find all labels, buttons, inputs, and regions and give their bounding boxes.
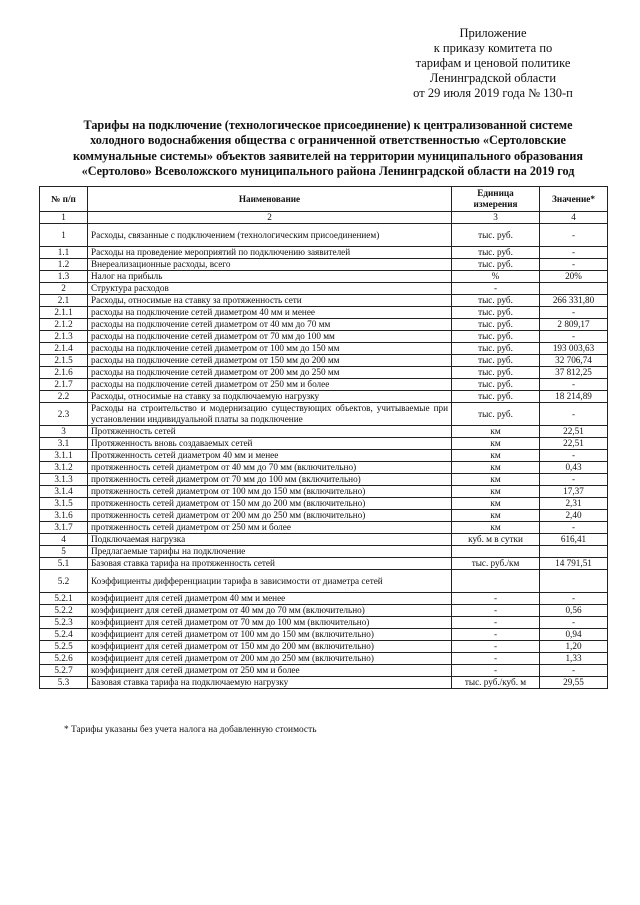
row-value: - xyxy=(540,450,608,462)
row-number: 1 xyxy=(40,224,88,247)
appendix-line: Приложение xyxy=(459,26,527,40)
row-value: - xyxy=(540,247,608,259)
tariff-table xyxy=(39,186,608,689)
row-unit: км xyxy=(452,450,540,462)
row-number: 2.1.7 xyxy=(40,379,88,391)
row-name: расходы на подключение сетей диаметром от 70 мм до 100 мм xyxy=(88,331,452,343)
title-line: коммунальные системы» объектов заявителей на территории муниципального образования xyxy=(72,148,584,163)
row-number: 5.2.6 xyxy=(40,653,88,665)
row-unit: тыс. руб./км xyxy=(452,558,540,570)
row-name: расходы на подключение сетей диаметром от 200 мм до 250 мм xyxy=(88,367,452,379)
row-name: Расходы, относимые на ставку за протяженность сети xyxy=(88,295,452,307)
row-name: Предлагаемые тарифы на подключение xyxy=(88,546,452,558)
row-value: - xyxy=(540,665,608,677)
row-number: 5.2.4 xyxy=(40,629,88,641)
table-row xyxy=(40,593,608,605)
row-value xyxy=(540,570,608,593)
row-value: 2,31 xyxy=(540,498,608,510)
row-name: Подключаемая нагрузка xyxy=(88,534,452,546)
table-row xyxy=(40,343,608,355)
row-number: 3.1.1 xyxy=(40,450,88,462)
row-name: коэффициент для сетей диаметром 40 мм и менее xyxy=(88,593,452,605)
row-name: Протяженность сетей диаметром 40 мм и менее xyxy=(88,450,452,462)
row-unit xyxy=(452,546,540,558)
row-name: Расходы на проведение мероприятий по подключению заявителей xyxy=(88,247,452,259)
row-name: коэффициент для сетей диаметром от 40 мм до 70 мм (включительно) xyxy=(88,605,452,617)
row-unit: - xyxy=(452,283,540,295)
table-row xyxy=(40,224,608,247)
row-unit: тыс. руб./куб. м xyxy=(452,677,540,689)
appendix-line: от 29 июля 2019 года № 130-п xyxy=(413,86,573,100)
table-row xyxy=(40,283,608,295)
header-num: № п/п xyxy=(40,187,88,212)
table-row xyxy=(40,605,608,617)
table-row xyxy=(40,641,608,653)
row-value: 22,51 xyxy=(540,438,608,450)
row-unit: км xyxy=(452,498,540,510)
row-name: Расходы на строительство и модернизацию существующих объектов, учитываемые при установлении индивидуальной платы за подключение xyxy=(88,403,452,426)
row-number: 1.1 xyxy=(40,247,88,259)
row-name: Структура расходов xyxy=(88,283,452,295)
row-unit: км xyxy=(452,426,540,438)
row-unit: тыс. руб. xyxy=(452,391,540,403)
row-name: коэффициент для сетей диаметром от 250 мм и более xyxy=(88,665,452,677)
row-number: 5.3 xyxy=(40,677,88,689)
row-unit: км xyxy=(452,462,540,474)
document-title xyxy=(50,118,606,180)
table-row xyxy=(40,510,608,522)
row-value: - xyxy=(540,307,608,319)
table-row xyxy=(40,617,608,629)
row-value xyxy=(540,546,608,558)
row-number: 2.1.4 xyxy=(40,343,88,355)
row-value: - xyxy=(540,593,608,605)
row-unit: - xyxy=(452,605,540,617)
table-row xyxy=(40,653,608,665)
row-number: 2.1.2 xyxy=(40,319,88,331)
row-unit: - xyxy=(452,617,540,629)
row-number: 2.1 xyxy=(40,295,88,307)
row-unit: - xyxy=(452,629,540,641)
table-row xyxy=(40,426,608,438)
row-value: 14 791,51 xyxy=(540,558,608,570)
row-name: Расходы, относимые на ставку за подключаемую нагрузку xyxy=(88,391,452,403)
row-number: 5.1 xyxy=(40,558,88,570)
row-name: протяженность сетей диаметром от 150 мм до 200 мм (включительно) xyxy=(88,498,452,510)
row-number: 3.1.5 xyxy=(40,498,88,510)
column-number-row xyxy=(40,212,608,224)
row-value: - xyxy=(540,522,608,534)
row-unit: - xyxy=(452,641,540,653)
row-number: 2.1.3 xyxy=(40,331,88,343)
row-number: 1.3 xyxy=(40,271,88,283)
row-value: - xyxy=(540,617,608,629)
column-number: 1 xyxy=(40,212,88,224)
row-value: 29,55 xyxy=(540,677,608,689)
row-value: 266 331,80 xyxy=(540,295,608,307)
row-name: протяженность сетей диаметром от 70 мм до 100 мм (включительно) xyxy=(88,474,452,486)
row-number: 3.1.4 xyxy=(40,486,88,498)
row-unit: км xyxy=(452,438,540,450)
row-name: коэффициент для сетей диаметром от 150 мм до 200 мм (включительно) xyxy=(88,641,452,653)
table-row xyxy=(40,522,608,534)
column-number: 3 xyxy=(452,212,540,224)
row-unit: тыс. руб. xyxy=(452,403,540,426)
title-line: Тарифы на подключение (технологическое присоединение) к централизованной системе xyxy=(83,118,573,132)
row-number: 3.1.6 xyxy=(40,510,88,522)
row-unit: тыс. руб. xyxy=(452,343,540,355)
table-row xyxy=(40,486,608,498)
row-unit: тыс. руб. xyxy=(452,367,540,379)
row-name: расходы на подключение сетей диаметром от 150 мм до 200 мм xyxy=(88,355,452,367)
row-number: 5.2.3 xyxy=(40,617,88,629)
table-row xyxy=(40,379,608,391)
row-value: - xyxy=(540,259,608,271)
row-value: - xyxy=(540,403,608,426)
row-unit: тыс. руб. xyxy=(452,319,540,331)
row-number: 2.1.1 xyxy=(40,307,88,319)
row-value: 2 809,17 xyxy=(540,319,608,331)
row-unit: тыс. руб. xyxy=(452,259,540,271)
row-number: 2.1.5 xyxy=(40,355,88,367)
row-number: 2.2 xyxy=(40,391,88,403)
header-name: Наименование xyxy=(88,187,452,212)
row-name: Протяженность сетей xyxy=(88,426,452,438)
row-number: 4 xyxy=(40,534,88,546)
table-row xyxy=(40,295,608,307)
column-number: 4 xyxy=(540,212,608,224)
row-unit: - xyxy=(452,653,540,665)
row-number: 3.1.2 xyxy=(40,462,88,474)
row-number: 5.2.1 xyxy=(40,593,88,605)
row-unit: км xyxy=(452,510,540,522)
row-unit: тыс. руб. xyxy=(452,247,540,259)
row-value: 32 706,74 xyxy=(540,355,608,367)
row-unit: тыс. руб. xyxy=(452,355,540,367)
table-row xyxy=(40,391,608,403)
row-value: 0,43 xyxy=(540,462,608,474)
row-name: Коэффициенты дифференциации тарифа в зависимости от диаметра сетей xyxy=(88,570,452,593)
row-unit: км xyxy=(452,486,540,498)
table-row xyxy=(40,498,608,510)
row-value: 2,40 xyxy=(540,510,608,522)
row-unit: тыс. руб. xyxy=(452,307,540,319)
row-name: протяженность сетей диаметром от 100 мм до 150 мм (включительно) xyxy=(88,486,452,498)
table-row xyxy=(40,450,608,462)
row-unit: тыс. руб. xyxy=(452,331,540,343)
header-unit: Единица измерения xyxy=(452,187,540,212)
table-row xyxy=(40,367,608,379)
column-number: 2 xyxy=(88,212,452,224)
row-name: Базовая ставка тарифа на протяженность сетей xyxy=(88,558,452,570)
table-header-row xyxy=(40,187,608,212)
table-row xyxy=(40,319,608,331)
appendix-line: к приказу комитета по xyxy=(433,41,553,55)
row-unit: км xyxy=(452,522,540,534)
table-row xyxy=(40,247,608,259)
footnote: * Тарифы указаны без учета налога на добавленную стоимость xyxy=(64,725,317,735)
table-row xyxy=(40,355,608,367)
row-number: 5.2.7 xyxy=(40,665,88,677)
appendix-line: тарифам и ценовой политике xyxy=(415,56,571,70)
row-number: 2.3 xyxy=(40,403,88,426)
row-unit xyxy=(452,570,540,593)
table-row xyxy=(40,570,608,593)
row-value xyxy=(540,283,608,295)
row-value: 0,94 xyxy=(540,629,608,641)
row-value: 22,51 xyxy=(540,426,608,438)
table-body xyxy=(40,224,608,689)
row-value: - xyxy=(540,224,608,247)
row-name: Базовая ставка тарифа на подключаемую нагрузку xyxy=(88,677,452,689)
row-name: Расходы, связанные с подключением (технологическим присоединением) xyxy=(88,224,452,247)
row-name: расходы на подключение сетей диаметром от 100 мм до 150 мм xyxy=(88,343,452,355)
row-value: 1,33 xyxy=(540,653,608,665)
table-row xyxy=(40,534,608,546)
title-line: «Сертолово» Всеволожского муниципального района Ленинградской области на 2019 год xyxy=(81,164,575,179)
row-name: расходы на подключение сетей диаметром от 250 мм и более xyxy=(88,379,452,391)
row-number: 3.1.3 xyxy=(40,474,88,486)
table-row xyxy=(40,331,608,343)
row-number: 3 xyxy=(40,426,88,438)
appendix-block xyxy=(378,26,608,101)
table-row xyxy=(40,546,608,558)
row-unit: тыс. руб. xyxy=(452,379,540,391)
row-value: 20% xyxy=(540,271,608,283)
row-value: 37 812,25 xyxy=(540,367,608,379)
row-name: протяженность сетей диаметром от 40 мм до 70 мм (включительно) xyxy=(88,462,452,474)
row-unit: % xyxy=(452,271,540,283)
row-name: Налог на прибыль xyxy=(88,271,452,283)
table-row xyxy=(40,259,608,271)
table-row xyxy=(40,271,608,283)
row-name: расходы на подключение сетей диаметром от 40 мм до 70 мм xyxy=(88,319,452,331)
row-unit: - xyxy=(452,593,540,605)
row-value: - xyxy=(540,331,608,343)
table-row xyxy=(40,403,608,426)
table-row xyxy=(40,307,608,319)
row-name: Внереализационные расходы, всего xyxy=(88,259,452,271)
row-name: протяженность сетей диаметром от 200 мм до 250 мм (включительно) xyxy=(88,510,452,522)
row-value: 0,56 xyxy=(540,605,608,617)
row-value: 193 003,63 xyxy=(540,343,608,355)
title-line: холодного водоснабжения общества с ограниченной ответственностью «Сертоловские xyxy=(90,133,566,148)
row-name: расходы на подключение сетей диаметром 40 мм и менее xyxy=(88,307,452,319)
row-number: 3.1.7 xyxy=(40,522,88,534)
row-unit: км xyxy=(452,474,540,486)
row-unit: куб. м в сутки xyxy=(452,534,540,546)
row-number: 3.1 xyxy=(40,438,88,450)
row-name: коэффициент для сетей диаметром от 100 мм до 150 мм (включительно) xyxy=(88,629,452,641)
row-unit: - xyxy=(452,665,540,677)
table-row xyxy=(40,462,608,474)
table-row xyxy=(40,629,608,641)
row-value: 1,20 xyxy=(540,641,608,653)
table-row xyxy=(40,558,608,570)
appendix-line: Ленинградской области xyxy=(429,71,557,85)
row-value: 18 214,89 xyxy=(540,391,608,403)
row-value: - xyxy=(540,474,608,486)
row-name: протяженность сетей диаметром от 250 мм и более xyxy=(88,522,452,534)
row-value: 17,37 xyxy=(540,486,608,498)
row-value: - xyxy=(540,379,608,391)
row-unit: тыс. руб. xyxy=(452,295,540,307)
row-number: 2.1.6 xyxy=(40,367,88,379)
row-number: 2 xyxy=(40,283,88,295)
row-name: коэффициент для сетей диаметром от 200 мм до 250 мм (включительно) xyxy=(88,653,452,665)
table-row xyxy=(40,677,608,689)
row-name: коэффициент для сетей диаметром от 70 мм до 100 мм (включительно) xyxy=(88,617,452,629)
table-row xyxy=(40,438,608,450)
row-unit: тыс. руб. xyxy=(452,224,540,247)
row-number: 5.2 xyxy=(40,570,88,593)
table-row xyxy=(40,474,608,486)
table-row xyxy=(40,665,608,677)
row-value: 616,41 xyxy=(540,534,608,546)
row-number: 5.2.5 xyxy=(40,641,88,653)
row-number: 5.2.2 xyxy=(40,605,88,617)
row-name: Протяженность вновь создаваемых сетей xyxy=(88,438,452,450)
row-number: 1.2 xyxy=(40,259,88,271)
header-value: Значение* xyxy=(540,187,608,212)
row-number: 5 xyxy=(40,546,88,558)
